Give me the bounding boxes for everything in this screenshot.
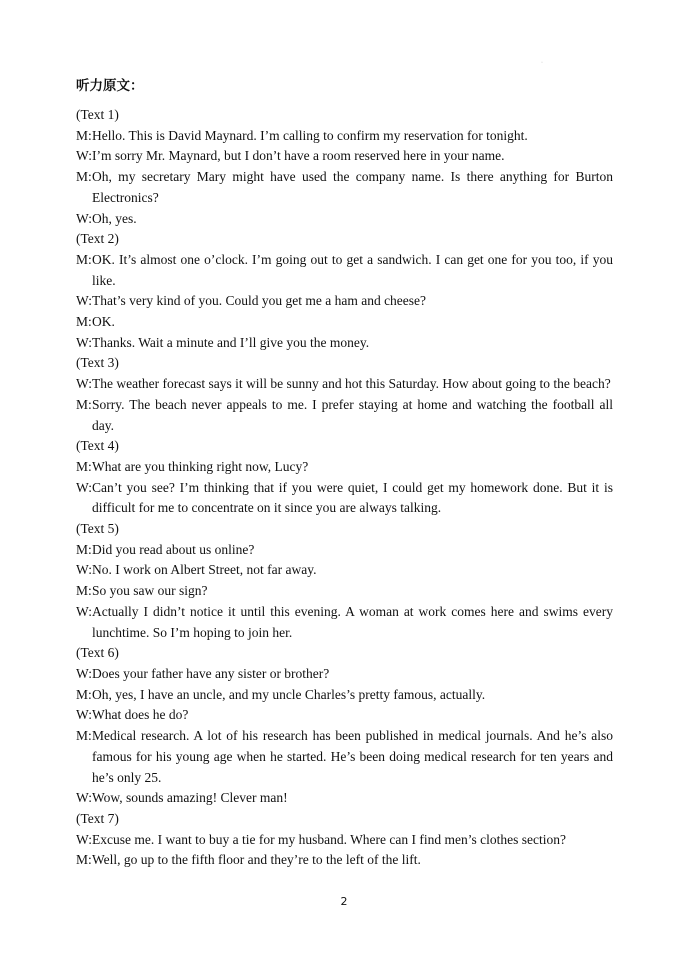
utterance-text: Can’t you see? I’m thinking that if you were quiet, I could get my homework done. But it is difficult for me to concentrate on it since you are always talking. [92,479,613,516]
speaker-label: M: [76,314,92,330]
utterance-text: What does he do? [92,707,189,723]
dialogue-line [76,312,613,333]
dialogue-line [76,167,613,208]
page-number: 2 [340,895,348,908]
utterance-text: I’m sorry Mr. Maynard, but I don’t have a room reserved here in your name. [92,148,505,164]
speaker-label: M: [76,458,92,474]
speaker-label: W: [76,831,92,847]
utterance-text: Thanks. Wait a minute and I’ll give you the money. [92,334,370,350]
utterance-text: That’s very kind of you. Could you get me a ham and cheese? [92,293,427,309]
speaker-label: M: [76,583,92,599]
utterance-text: OK. [92,314,115,330]
speaker-label: W: [76,293,92,309]
corner-mark: · [541,60,543,66]
dialogue-line [76,540,613,561]
speaker-label: W: [76,376,92,392]
speaker-label: M: [76,251,92,267]
speaker-label: W: [76,210,92,226]
speaker-label: W: [76,707,92,723]
text-label: (Text 7) [76,810,119,826]
text-section [76,436,613,519]
speaker-label: W: [76,334,92,350]
dialogue-line [76,788,613,809]
speaker-label: W: [76,665,92,681]
dialogue-line [76,664,613,685]
utterance-text: Well, go up to the fifth floor and they’re to the left of the lift. [92,852,421,868]
text-section [76,353,613,436]
utterance-text: Medical research. A lot of his research has been published in medical journals. And he’s also famous for his young age when he started. He’s been doing medical research for ten years and he’s only 25. [92,728,613,785]
dialogue-line [76,850,613,871]
text-label: (Text 5) [76,521,119,537]
dialogue-line [76,395,613,436]
utterance-text: Excuse me. I want to buy a tie for my husband. Where can I find men’s clothes section? [92,831,566,847]
text-section [76,519,613,643]
dialogue-line [76,333,613,354]
text-label: (Text 1) [76,107,119,122]
dialogue-line [76,457,613,478]
utterance-text: Sorry. The beach never appeals to me. I prefer staying at home and watching the football all day. [92,396,613,433]
dialogue-line [76,726,613,788]
utterance-text: Wow, sounds amazing! Clever man! [92,790,288,806]
utterance-text: Does your father have any sister or brother? [92,665,330,681]
utterance-text: Oh, yes, I have an uncle, and my uncle Charles’s pretty famous, actually. [92,686,486,702]
speaker-label: M: [76,127,92,143]
dialogue-line [76,705,613,726]
dialogue-line [76,830,613,851]
dialogue-line [76,560,613,581]
dialogue-line [76,209,613,230]
dialogue-line [76,126,613,147]
utterance-text: OK. It’s almost one o’clock. I’m going out to get a sandwich. I can get one for you too, if you like. [92,251,613,288]
utterance-text: Did you read about us online? [92,541,255,557]
speaker-label: W: [76,603,92,619]
text-section [76,643,613,809]
text-section [76,229,613,353]
text-label: (Text 3) [76,355,119,371]
speaker-label: W: [76,562,92,578]
utterance-text: The weather forecast says it will be sunny and hot this Saturday. How about going to the beach? [92,376,611,392]
utterance-text: Oh, yes. [92,210,137,226]
text-label: (Text 2) [76,231,119,247]
transcript-body [76,105,613,871]
speaker-label: M: [76,396,92,412]
dialogue-line [76,250,613,291]
dialogue-line [76,581,613,602]
dialogue-line [76,374,613,395]
utterance-text: What are you thinking right now, Lucy? [92,458,309,474]
text-section [76,809,613,871]
text-label: (Text 4) [76,438,119,454]
dialogue-line [76,478,613,519]
page-heading: 听力原文： [76,78,144,94]
text-label: (Text 6) [76,645,119,661]
dialogue-line [76,291,613,312]
utterance-text: Hello. This is David Maynard. I’m calling to confirm my reservation for tonight. [92,127,528,143]
dialogue-line [76,685,613,706]
speaker-label: M: [76,169,92,185]
speaker-label: W: [76,479,92,495]
utterance-text: So you saw our sign? [92,583,208,599]
speaker-label: M: [76,686,92,702]
dialogue-line [76,602,613,643]
dialogue-line [76,146,613,167]
speaker-label: M: [76,852,92,868]
utterance-text: Oh, my secretary Mary might have used the company name. Is there anything for Burton Electronics? [92,169,613,205]
speaker-label: W: [76,790,92,806]
speaker-label: W: [76,148,92,164]
text-section [76,105,613,229]
utterance-text: Actually I didn’t notice it until this evening. A woman at work comes here and swims every lunchtime. So I’m hoping to join her. [92,603,613,640]
speaker-label: M: [76,728,92,744]
utterance-text: No. I work on Albert Street, not far away. [92,562,317,578]
speaker-label: M: [76,541,92,557]
